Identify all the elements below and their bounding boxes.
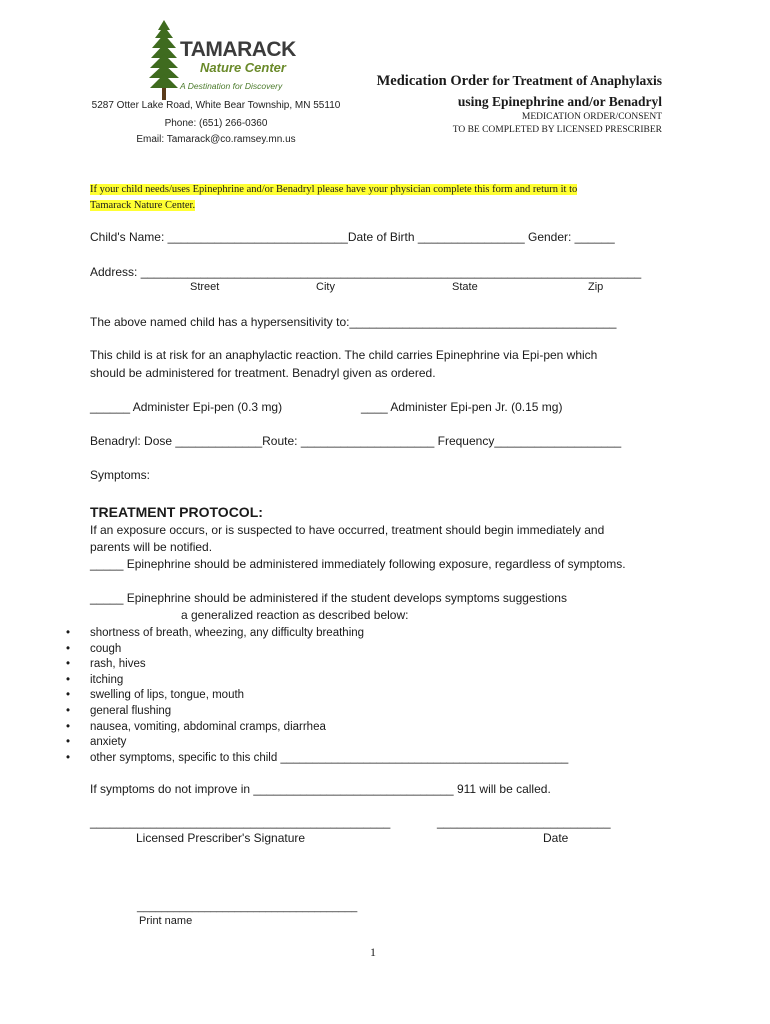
contact-address: 5287 Otter Lake Road, White Bear Township, MN 55110 (91, 100, 341, 111)
epipen-option[interactable]: ______ Administer Epi-pen (0.3 mg) (90, 400, 283, 414)
symptom-list (90, 626, 568, 766)
print-name-line[interactable]: ____________________________________ (137, 901, 358, 913)
tamarack-tree-logo (146, 18, 182, 100)
form-title-line2: using Epinephrine and/or Benadryl (457, 94, 662, 109)
address-line[interactable]: Address: ___________________________________________________________________________ (90, 265, 642, 279)
address-city-label: City (316, 281, 335, 293)
epipen-jr-option[interactable]: ____ Administer Epi-pen Jr. (0.15 mg) (361, 400, 563, 414)
list-item: • nausea, vomiting, abdominal cramps, diarrhea (90, 720, 568, 736)
protocol-intro-2: parents will be notified. (90, 540, 213, 554)
list-item[interactable]: • other symptoms, specific to this child _____________________________________________ (90, 751, 568, 767)
risk-text-1: This child is at risk for an anaphylactic reaction. The child carries Epinephrine via Epi-pen which (90, 348, 598, 362)
list-item: • anxiety (90, 735, 568, 751)
list-item: • itching (90, 673, 568, 689)
protocol-option-symptoms-1[interactable]: _____ Epinephrine should be administered if the student develops symptoms suggestions (90, 591, 567, 605)
contact-phone: Phone: (651) 266-0360 (164, 118, 268, 129)
list-item: • cough (90, 642, 568, 658)
list-item: • swelling of lips, tongue, mouth (90, 688, 568, 704)
notice-line-2: Tamarack Nature Center. (90, 200, 196, 211)
logo-name: TAMARACK (180, 38, 296, 61)
form-subtitle-2: TO BE COMPLETED BY LICENSED PRESCRIBER (452, 125, 662, 135)
address-zip-label: Zip (588, 281, 604, 293)
list-item: • general flushing (90, 704, 568, 720)
address-state-label: State (452, 281, 478, 293)
notice-line-1: If your child needs/uses Epinephrine and/or Benadryl please have your physician complete this form and return it to (90, 184, 578, 195)
date-line[interactable]: __________________________ (437, 815, 611, 829)
hypersensitivity-line[interactable]: The above named child has a hypersensitivity to:________________________________________ (90, 315, 617, 329)
notice-highlight (90, 182, 670, 214)
print-name-label: Print name (139, 915, 193, 927)
list-item: • shortness of breath, wheezing, any difficulty breathing (90, 626, 568, 642)
date-label: Date (543, 831, 569, 845)
form-subtitle-1: MEDICATION ORDER/CONSENT (521, 112, 662, 122)
form-title-main: Medication Order (376, 73, 489, 89)
list-item: • rash, hives (90, 657, 568, 673)
logo-tagline: A Destination for Discovery (180, 81, 283, 91)
signature-label: Licensed Prescriber's Signature (136, 831, 306, 845)
risk-text-2: should be administered for treatment. Benadryl given as ordered. (90, 366, 436, 380)
page-number: 1 (370, 945, 376, 959)
no-improve-line[interactable]: If symptoms do not improve in ______________________________ 911 will be called. (90, 782, 551, 796)
address-street-label: Street (190, 281, 220, 293)
child-name-line[interactable]: Child's Name: ___________________________Date of Birth ________________ Gender: ______ (90, 230, 615, 244)
logo-subname: Nature Center (200, 60, 286, 75)
symptoms-label: Symptoms: (90, 468, 151, 482)
form-title-rest: for Treatment of Anaphylaxis (488, 73, 662, 88)
form-title (377, 73, 662, 90)
signature-line[interactable]: _____________________________________________ (90, 815, 391, 829)
treatment-protocol-heading: TREATMENT PROTOCOL: (90, 504, 263, 520)
protocol-option-symptoms-2: a generalized reaction as described below: (181, 608, 409, 622)
protocol-intro-1: If an exposure occurs, or is suspected to have occurred, treatment should begin immediately and (90, 523, 605, 537)
benadryl-line[interactable]: Benadryl: Dose _____________Route: ____________________ Frequency___________________ (90, 434, 622, 448)
contact-email: Email: Tamarack@co.ramsey.mn.us (136, 134, 296, 145)
protocol-option-immediate[interactable]: _____ Epinephrine should be administered immediately following exposure, regardless of symptoms. (90, 557, 626, 571)
